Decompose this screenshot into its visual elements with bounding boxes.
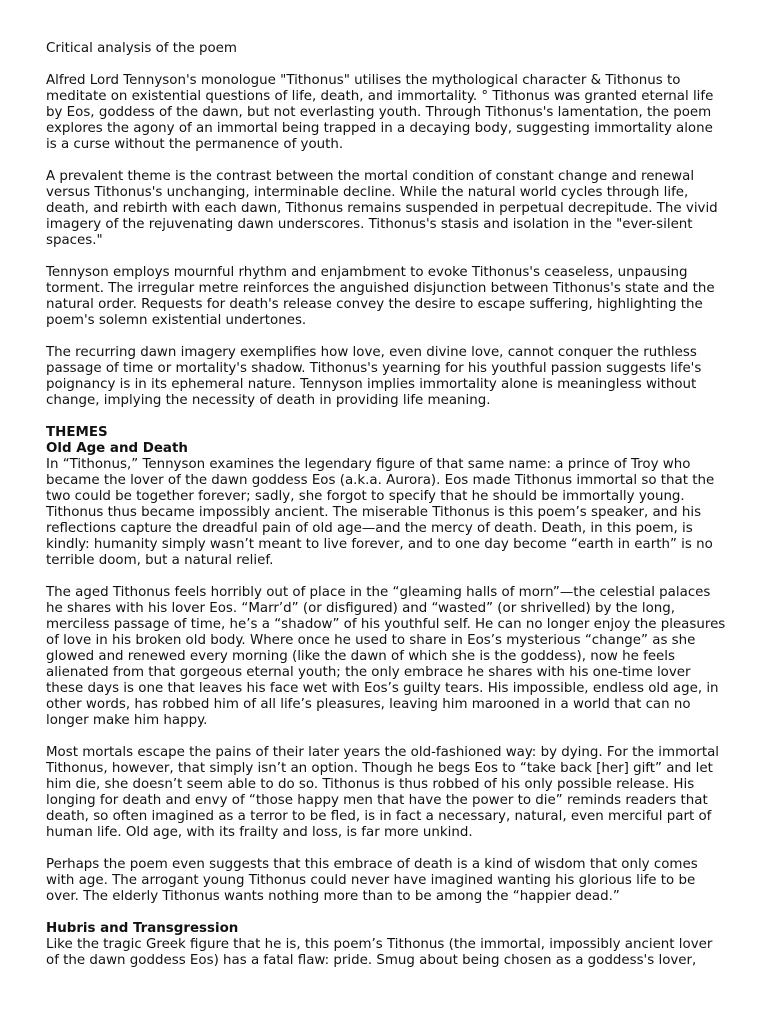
old-age-paragraph-1: In “Tithonus,” Tennyson examines the legendary figure of that same name: a prince of Troy who became the lover of the dawn goddess Eos (a.k.a. Aurora). Eos made Tithonus immortal so that the two could be together forever; sadly, she forgot to specify that he should be immortally young. Tithonus thus became impossibly ancient. The miserable Tithonus is this poem’s speaker, and his reflections capture the dreadful pain of old age—and the mercy of death. Death, in this poem, is kindly: humanity simply wasn’t meant to live forever, and to one day become “earth in earth” is no terrible doom, but a natural relief. <box>46 457 715 568</box>
intro-paragraph-2: A prevalent theme is the contrast between the mortal condition of constant change and renewal versus Tithonus's unchanging, interminable decline. While the natural world cycles through life, death, and rebirth with each dawn, Tithonus remains suspended in perpetual decrepitude. The vivid imagery of the rejuvenating dawn underscores. Tithonus's stasis and isolation in the "ever-silent spaces." <box>46 169 718 248</box>
document-title: Critical analysis of the poem <box>46 41 237 56</box>
themes-heading: THEMES <box>46 425 108 440</box>
hubris-paragraph-1: Like the tragic Greek figure that he is, this poem’s Tithonus (the immortal, impossibly ancient lover of the dawn goddess Eos) has a fatal flaw: pride. Smug about being chosen as a goddess's lover, <box>46 937 713 968</box>
document-page <box>46 41 726 969</box>
intro-paragraph-3: Tennyson employs mournful rhythm and enjambment to evoke Tithonus's ceaseless, unpausing torment. The irregular metre reinforces the anguished disjunction between Tithonus's state and the natural order. Requests for death's release convey the desire to escape suffering, highlighting the poem's solemn existential undertones. <box>46 265 715 328</box>
intro-paragraph-4: The recurring dawn imagery exemplifies how love, even divine love, cannot conquer the ruthless passage of time or mortality's shadow. Tithonus's yearning for his youthful passion suggests life's poignancy is in its ephemeral nature. Tennyson implies immortality alone is meaningless without change, implying the necessity of death in providing life meaning. <box>46 345 702 408</box>
old-age-paragraph-4: Perhaps the poem even suggests that this embrace of death is a kind of wisdom that only comes with age. The arrogant young Tithonus could never have imagined wanting his glorious life to be over. The elderly Tithonus wants nothing more than to be among the “happier dead.” <box>46 857 698 904</box>
section-heading-hubris: Hubris and Transgression <box>46 921 239 936</box>
intro-paragraph-1: Alfred Lord Tennyson's monologue "Tithonus" utilises the mythological character & Tithonus to meditate on existential questions of life, death, and immortality. ° Tithonus was granted eternal life by Eos, goddess of the dawn, but not everlasting youth. Through Tithonus's lamentation, the poem explores the agony of an immortal being trapped in a decaying body, suggesting immortality alone is a curse without the permanence of youth. <box>46 73 714 152</box>
section-heading-old-age: Old Age and Death <box>46 441 188 456</box>
old-age-paragraph-3: Most mortals escape the pains of their later years the old-fashioned way: by dying. For the immortal Tithonus, however, that simply isn’t an option. Though he begs Eos to “take back [her] gift” and let him die, she doesn’t seem able to do so. Tithonus is thus robbed of his only possible release. His longing for death and envy of “those happy men that have the power to die” reminds readers that death, so often imagined as a terror to be fled, is in fact a necessary, natural, even merciful part of human life. Old age, with its frailty and loss, is far more unkind. <box>46 745 719 840</box>
old-age-paragraph-2: The aged Tithonus feels horribly out of place in the “gleaming halls of morn”—the celestial palaces he shares with his lover Eos. “Marr’d” (or disfigured) and “wasted” (or shrivelled) by the long, merciless passage of time, he’s a “shadow” of his youthful self. He can no longer enjoy the pleasures of love in his broken old body. Where once he used to share in Eos’s mysterious “change” as she glowed and renewed every morning (like the dawn of which she is the goddess), now he feels alienated from that gorgeous eternal youth; the only embrace he shares with his one-time lover these days is one that leaves his face wet with Eos’s guilty tears. His impossible, endless old age, in other words, has robbed him of all life’s pleasures, leaving him marooned in a world that can no longer make him happy. <box>46 585 726 728</box>
